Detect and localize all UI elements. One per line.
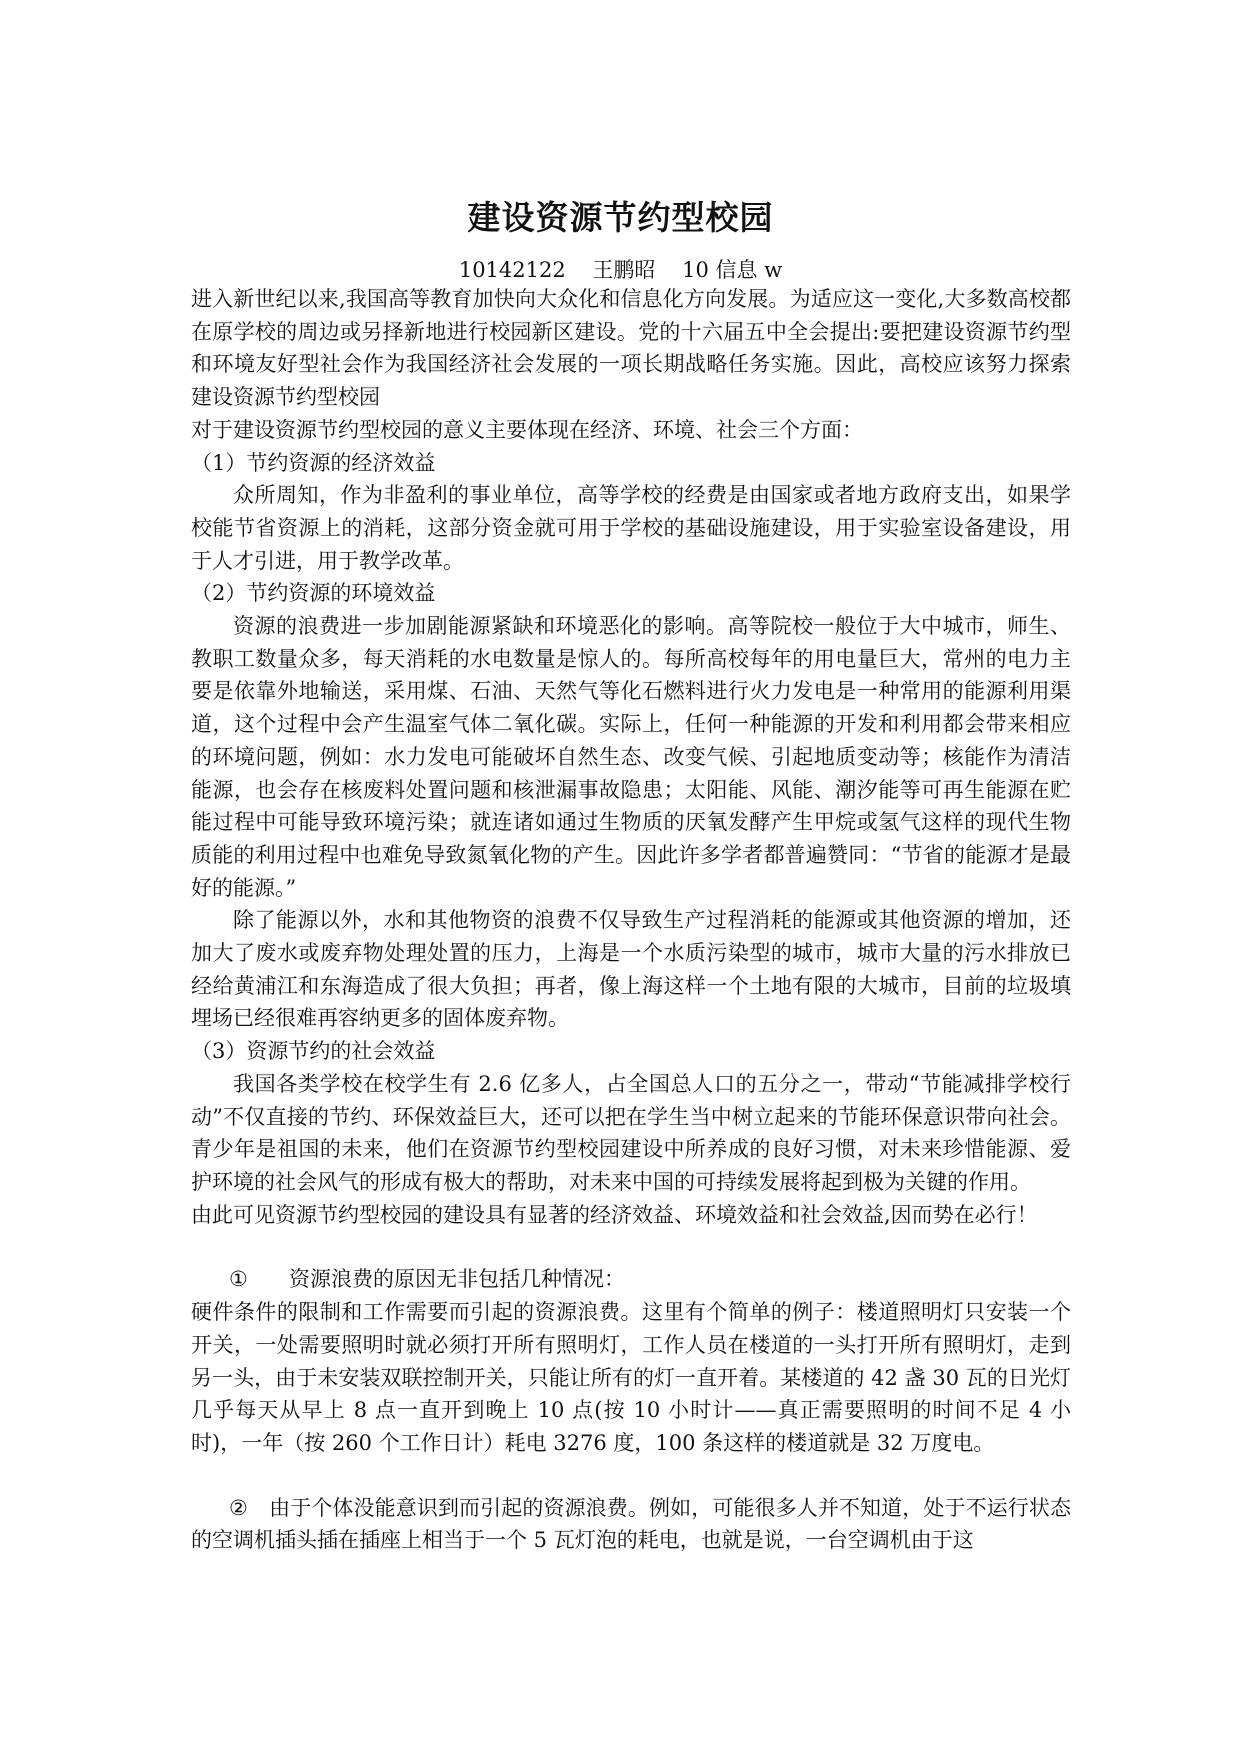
item-marker: ②: [229, 1495, 248, 1520]
intro-paragraph: 对于建设资源节约型校园的意义主要体现在经济、环境、社会三个方面：: [191, 417, 863, 442]
body-paragraph: 除了能源以外，水和其他物资的浪费不仅导致生产过程消耗的能源或其他资源的增加，还加大了废水或废弃物处理处置的压力，上海是一个水质污染型的城市，城市大量的污水排放已经给黄浦江和东海造成了很大负担；再者，像上海这样一个土地有限的大城市，目前的垃圾填埋场已经很难再容纳更多的固体废弃物。: [191, 908, 1071, 1031]
body-paragraph: 众所周知，作为非盈利的事业单位，高等学校的经费是由国家或者地方政府支出，如果学校能节省资源上的消耗，这部分资金就可用于学校的基础设施建设，用于实验室设备建设，用于人才引进，用于教学改革。: [191, 483, 1071, 573]
body-paragraph: 硬件条件的限制和工作需要而引起的资源浪费。这里有个简单的例子：楼道照明灯只安装一个开关，一处需要照明时就必须打开所有照明灯，工作人员在楼道的一头打开所有照明灯，走到另一头，由于未安装双联控制开关，只能让所有的灯一直开着。某楼道的 42 盏 30 瓦的日光灯几乎每天从早上 8 点一直开到晚上 10 点(按 10 小时计——真正需要照明的时间不足 4 小时)，一年（按 260 个工作日计）耗电 3276 度，100 条这样的楼道就是 32 万度电。: [191, 1300, 1071, 1455]
body-paragraph: 资源的浪费进一步加剧能源紧缺和环境恶化的影响。高等院校一般位于大中城市，师生、教职工数量众多，每天消耗的水电数量是惊人的。每所高校每年的用电量巨大，常州的电力主要是依靠外地输送，采用煤、石油、天然气等化石燃料进行火力发电是一种常用的能源利用渠道，这个过程中会产生温室气体二氧化碳。实际上，任何一种能源的开发和利用都会带来相应的环境问题，例如：水力发电可能破坏自然生态、改变气候、引起地质变动等；核能作为清洁能源，也会存在核废料处置问题和核泄漏事故隐患；太阳能、风能、潮汐能等可再生能源在贮能过程中可能导致环境污染；就连诸如通过生物质的厌氧发酵产生甲烷或氢气这样的现代生物质能的利用过程中也难免导致氮氧化物的产生。因此许多学者都普遍赞同：“节省的能源才是最好的能源。”: [191, 614, 1071, 900]
item-text: 由于个体没能意识到而引起的资源浪费。例如，可能很多人并不知道，处于不运行状态的空调机插头插在插座上相当于一个 5 瓦灯泡的耗电，也就是说，一台空调机由于这: [191, 1495, 1071, 1553]
author-line: 10142122 王鹏昭 10 信息 w: [458, 258, 783, 282]
section-heading: （3）资源节约的社会效益: [191, 1039, 436, 1064]
item-marker: ①: [229, 1267, 248, 1292]
numbered-item-2: [191, 1492, 1071, 1557]
paragraph-gap: [191, 1460, 1071, 1492]
intro-paragraph: 进入新世纪以来,我国高等教育加快向大众化和信息化方向发展。为适应这一变化,大多数高校都在原学校的周边或另择新地进行校园新区建设。党的十六届五中全会提出:要把建设资源节约型和环境友好型社会作为我国经济社会发展的一项长期战略任务实施。因此，高校应该努力探索建设资源节约型校园: [191, 287, 1071, 410]
numbered-item-1: [191, 1263, 1071, 1296]
document-body: [191, 283, 1071, 1557]
body-paragraph: 我国各类学校在校学生有 2.6 亿多人，占全国总人口的五分之一，带动“节能减排学校行动”不仅直接的节约、环保效益巨大，还可以把在学生当中树立起来的节能环保意识带向社会。青少年是祖国的未来，他们在资源节约型校园建设中所养成的良好习惯，对未来珍惜能源、爱护环境的社会风气的形成有极大的帮助，对未来中国的可持续发展将起到极为关键的作用。: [191, 1071, 1071, 1194]
item-heading: 资源浪费的原因无非包括几种情况：: [289, 1267, 625, 1292]
document-title: 建设资源节约型校园: [467, 198, 774, 237]
paragraph-gap: [191, 1231, 1071, 1263]
section-heading: （1）节约资源的经济效益: [191, 450, 436, 475]
conclusion-paragraph: 由此可见资源节约型校园的建设具有显著的经济效益、环境效益和社会效益,因而势在必行！: [191, 1202, 1038, 1227]
section-heading: （2）节约资源的环境效益: [191, 581, 436, 606]
